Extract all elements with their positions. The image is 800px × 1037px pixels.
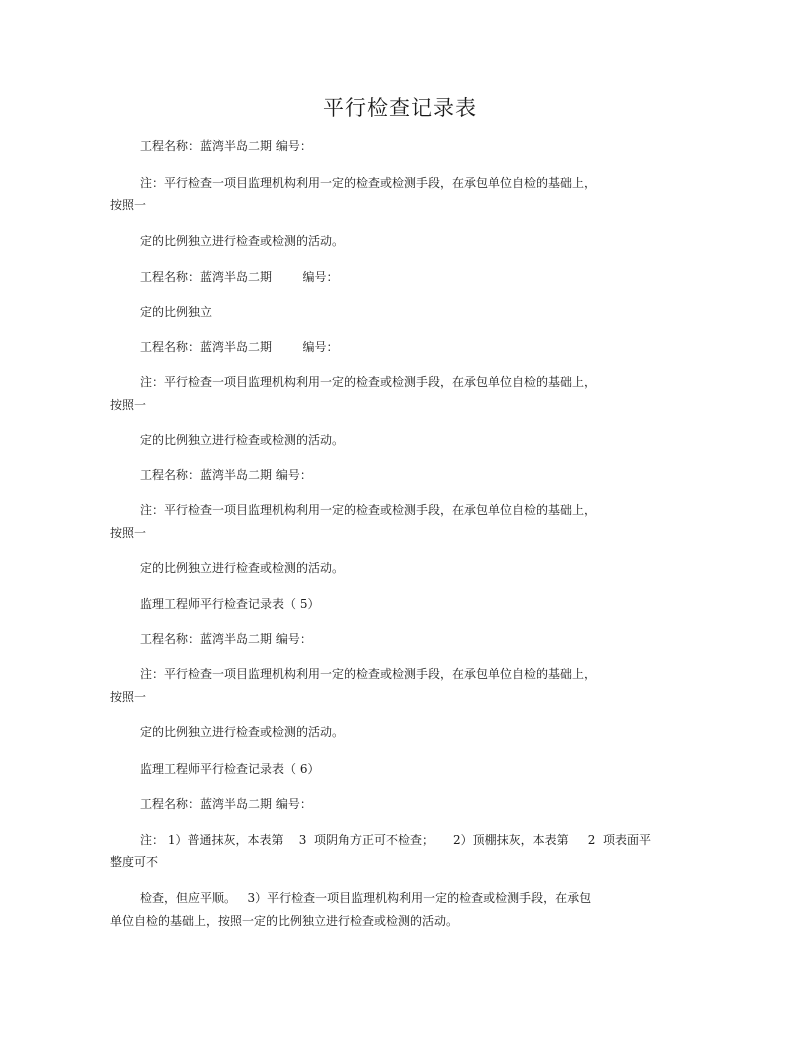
project-info-line: 工程名称：蓝湾半岛二期 编号： (140, 797, 312, 811)
section-heading: 监理工程师平行检查记录表（ 6） (140, 762, 320, 776)
note-continuation: 按照一 (110, 198, 147, 212)
note-continuation: 整度可不 (110, 855, 159, 869)
note-line: 注：平行检查一项目监理机构利用一定的检查或检测手段，在承包单位自检的基础上， (140, 375, 597, 389)
note-line: 定的比例独立进行检查或检测的活动。 (140, 561, 345, 575)
note-continuation: 单位自检的基础上，按照一定的比例独立进行检查或检测的活动。 (110, 914, 459, 928)
note-line: 定的比例独立进行检查或检测的活动。 (140, 234, 345, 248)
project-info-line: 工程名称：蓝湾半岛二期 编号： (140, 340, 339, 354)
project-info-line: 工程名称：蓝湾半岛二期 编号： (140, 468, 312, 482)
note-line: 注：平行检查一项目监理机构利用一定的检查或检测手段，在承包单位自检的基础上， (140, 667, 597, 681)
project-info-line: 工程名称：蓝湾半岛二期 编号： (140, 270, 339, 284)
note-line: 定的比例独立 (140, 305, 213, 319)
note-continuation: 按照一 (110, 690, 147, 704)
note-line: 注： 1）普通抹灰，本表第 3 项阴角方正可不检查； 2）顶棚抹灰，本表第 2 项表面平 (140, 833, 652, 847)
note-continuation: 按照一 (110, 526, 147, 540)
note-line: 定的比例独立进行检查或检测的活动。 (140, 433, 345, 447)
note-line: 定的比例独立进行检查或检测的活动。 (140, 725, 345, 739)
section-heading: 监理工程师平行检查记录表（ 5） (140, 597, 320, 611)
project-info-line: 工程名称：蓝湾半岛二期 编号： (140, 632, 312, 646)
note-line: 注：平行检查一项目监理机构利用一定的检查或检测手段，在承包单位自检的基础上， (140, 503, 597, 517)
note-line: 注：平行检查一项目监理机构利用一定的检查或检测手段，在承包单位自检的基础上， (140, 176, 597, 190)
document-title: 平行检查记录表 (323, 96, 477, 120)
project-info-line: 工程名称：蓝湾半岛二期 编号： (140, 139, 312, 153)
note-continuation: 按照一 (110, 398, 147, 412)
note-line: 检查，但应平顺。 3）平行检查一项目监理机构利用一定的检查或检测手段，在承包 (140, 891, 592, 905)
